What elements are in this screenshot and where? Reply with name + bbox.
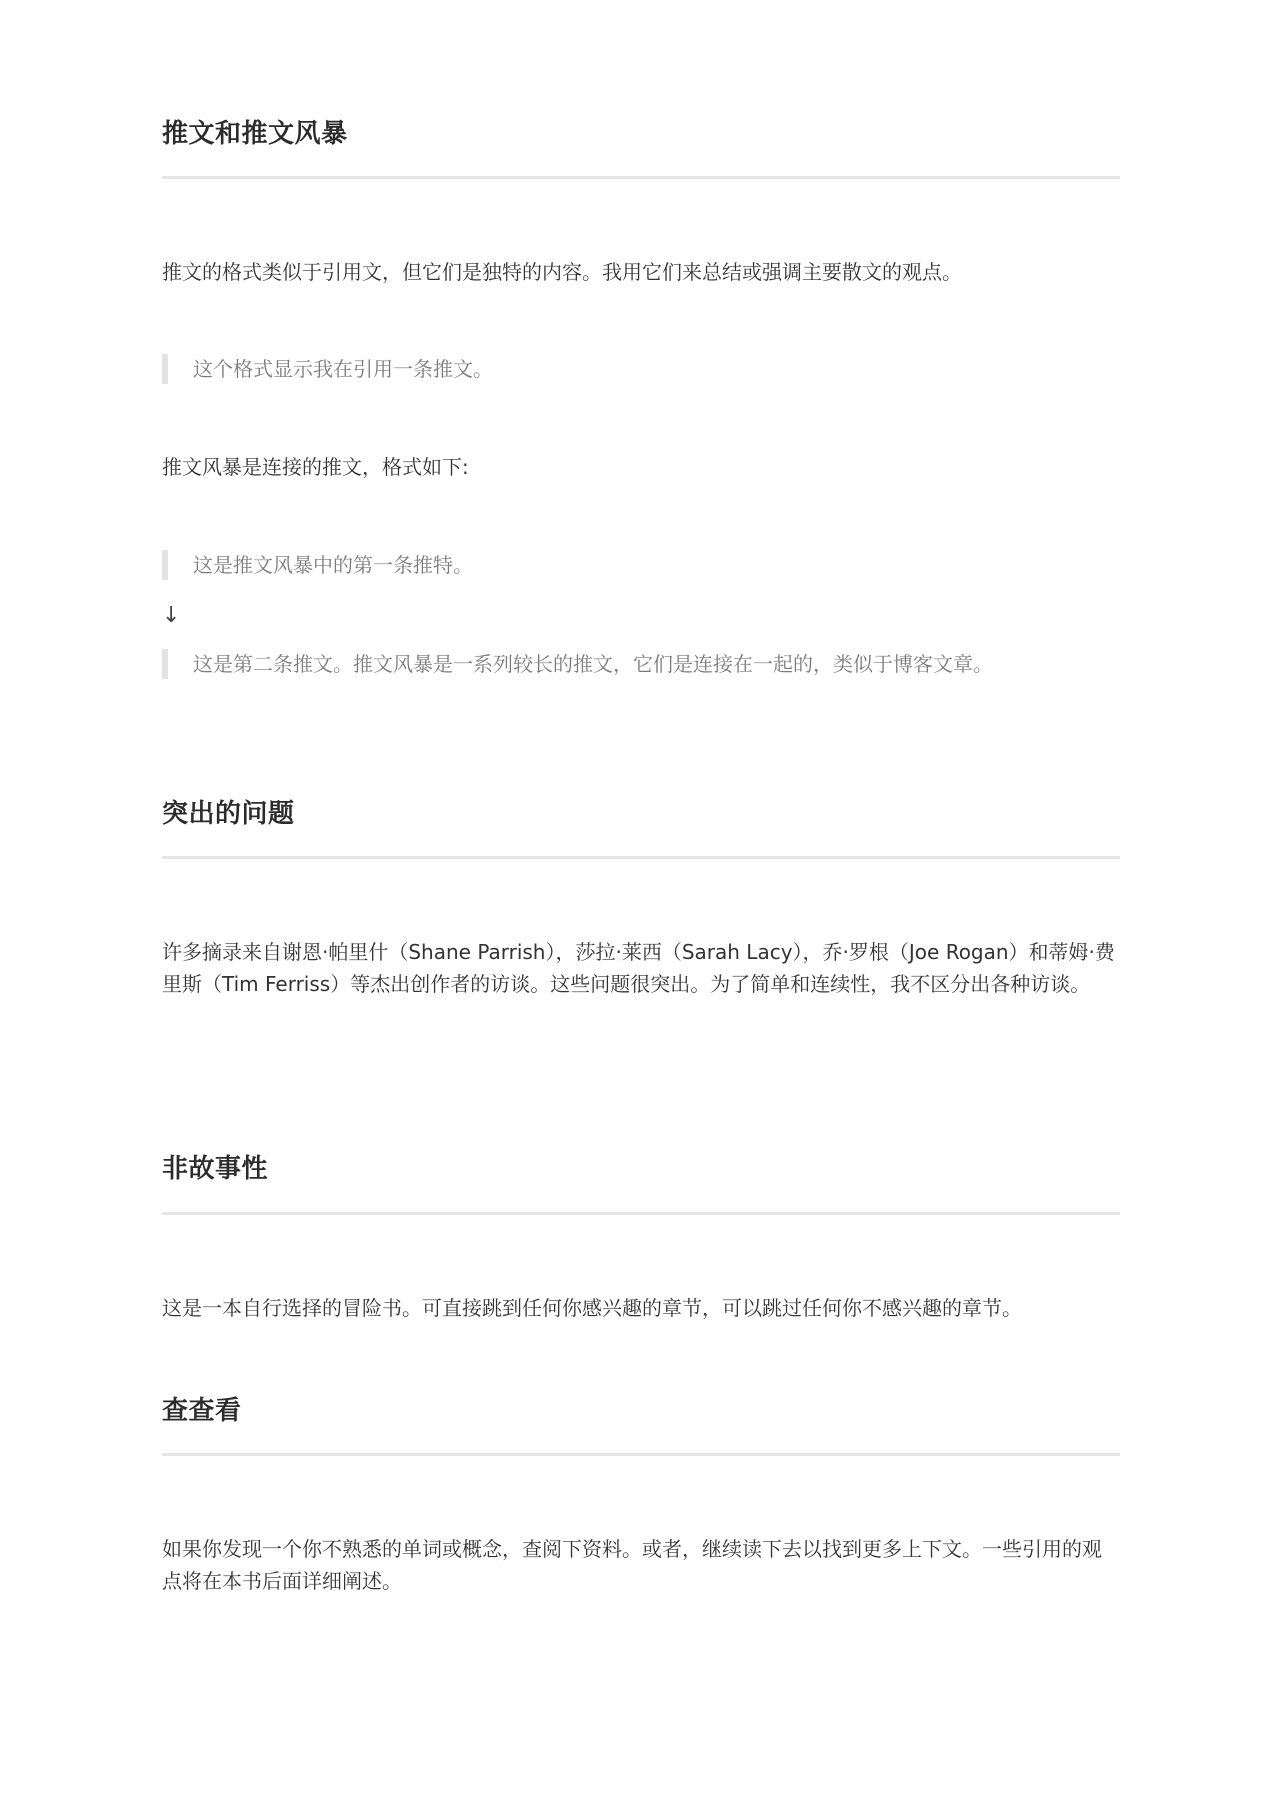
quote-bar (162, 550, 168, 580)
heading-divider (162, 856, 1120, 859)
section-heading-questions: 突出的问题 (162, 799, 295, 829)
quote-bar (162, 354, 168, 384)
non-narrative-paragraph: 这是一本自行选择的冒险书。可直接跳到任何你感兴趣的章节，可以跳过任何你不感兴趣的章节。 (162, 1296, 1022, 1320)
thread-tweet-2 (162, 648, 1120, 680)
look-it-up-paragraph: 如果你发现一个你不熟悉的单词或概念，查阅下资料。或者，继续读下去以找到更多上下文。一些引用的观点将在本书后面详细阐述。 (162, 1537, 1102, 1593)
section-heading-non-narrative: 非故事性 (162, 1154, 269, 1184)
section-heading-tweets: 推文和推文风暴 (162, 119, 348, 149)
questions-paragraph: 许多摘录来自谢恩·帕里什（Shane Parrish），莎拉·莱西（Sarah Lacy），乔·罗根（Joe Rogan）和蒂姆·费里斯（Tim Ferriss）等杰出创作者的访谈。这些问题很突出。为了简单和连续性，我不区分出各种访谈。 (162, 940, 1115, 996)
section-heading-look-it-up: 查查看 (162, 1396, 242, 1426)
heading-divider (162, 1212, 1120, 1215)
thread-intro-paragraph: 推文风暴是连接的推文，格式如下: (162, 455, 469, 479)
thread-tweet-1-text: 这是推文风暴中的第一条推特。 (193, 553, 473, 577)
heading-divider (162, 1453, 1120, 1456)
tweet-quote-example (162, 353, 1120, 385)
quote-bar (162, 649, 168, 679)
heading-divider (162, 176, 1120, 179)
tweets-intro-paragraph: 推文的格式类似于引用文，但它们是独特的内容。我用它们来总结或强调主要散文的观点。 (162, 260, 962, 284)
thread-down-arrow-icon: ↓ (162, 603, 181, 628)
document-page (162, 0, 1120, 1800)
tweet-quote-text: 这个格式显示我在引用一条推文。 (193, 357, 493, 381)
thread-tweet-1 (162, 549, 1120, 581)
thread-tweet-2-text: 这是第二条推文。推文风暴是一系列较长的推文，它们是连接在一起的，类似于博客文章。 (193, 652, 993, 676)
